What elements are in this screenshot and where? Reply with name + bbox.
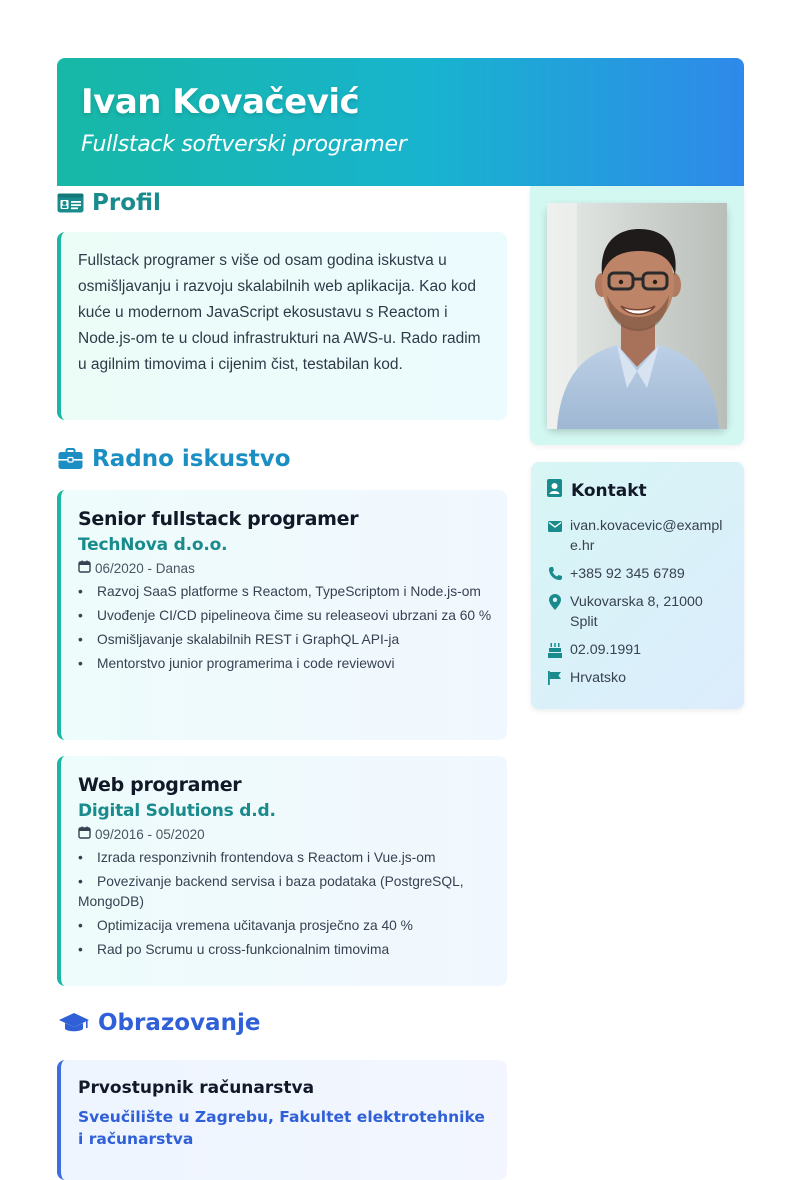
profile-section-title [57,186,507,220]
education-title-text: Obrazovanje [98,1010,261,1036]
education-section-title [57,1006,507,1040]
main-column [57,186,507,1180]
calendar-icon [78,560,91,576]
person-role: Fullstack softverski programer [81,132,407,157]
profile-photo [547,203,727,429]
job-date-text: 06/2020 - Danas [95,560,195,576]
contact-card [531,462,744,709]
contact-phone-text: +385 92 345 6789 [570,566,685,582]
profile-text: Fullstack programer s više od osam godina iskustva u osmišljavanju i razvoju skalabilnih web aplikacija. Kao kod kuće u modernom JavaScript ekosustavu s Reactom i Node.js-om te u cloud infrastrukturi na AWS-u. Rado radim u agilnim timovima i cijenim čist, testabilan kod. [78,252,481,373]
calendar-icon [78,826,91,842]
job-date [78,826,493,842]
phone-icon [547,564,562,584]
contact-phone[interactable] [547,564,728,584]
birthday-cake-icon [547,640,562,660]
job-bullets [78,582,493,674]
profile-title-text: Profil [92,190,161,216]
job-company: Digital Solutions d.d. [78,801,276,821]
person-name: Ivan Kovačević [81,82,360,122]
contact-title [547,479,728,502]
address-book-icon [547,479,563,502]
education-degree: Prvostupnik računarstva [78,1078,315,1098]
job-bullets [78,848,493,960]
briefcase-icon [57,448,84,470]
id-card-icon [57,192,84,214]
job-date-text: 09/2016 - 05/2020 [95,826,205,842]
education-card [57,1060,507,1180]
contact-nationality [547,668,728,688]
contact-birthdate [547,640,728,660]
graduation-cap-icon [57,1012,90,1034]
list-item: • Izrada responzivnih frontendova s Reactom i Vue.js-om [78,850,436,865]
experience-title-text: Radno iskustvo [92,446,291,472]
job-title: Web programer [78,774,242,796]
experience-section-title [57,442,507,476]
contact-birthdate-text: 02.09.1991 [570,642,642,658]
list-item: • Optimizacija vremena učitavanja prosječno za 40 % [78,918,413,933]
contact-list [547,516,728,688]
map-pin-icon [547,592,562,612]
job-company: TechNova d.o.o. [78,535,228,555]
list-item: • Osmišljavanje skalabilnih REST i GraphQL API-ja [78,632,400,647]
cv-header [57,58,744,186]
contact-email-text: ivan.kovacevic@example.hr [570,518,723,554]
list-item: • Razvoj SaaS platforme s Reactom, TypeScriptom i Node.js-om [78,584,481,599]
flag-icon [547,668,562,688]
photo-frame [530,186,744,445]
list-item: • Rad po Scrumu u cross-funkcionalnim timovima [78,942,390,957]
education-school: Sveučilište u Zagrebu, Fakultet elektrotehnike i računarstva [78,1108,485,1148]
list-item: • Mentorstvo junior programerima i code reviewovi [78,656,395,671]
list-item: • Povezivanje backend servisa i baza podataka (PostgreSQL, MongoDB) [78,874,464,909]
list-item: • Uvođenje CI/CD pipelineova čime su releaseovi ubrzani za 60 % [78,608,492,623]
job-card [57,490,507,740]
envelope-icon [547,516,562,536]
contact-address [547,592,728,632]
contact-title-text: Kontakt [571,480,647,501]
contact-nationality-text: Hrvatsko [570,670,626,686]
job-title: Senior fullstack programer [78,508,359,530]
job-card [57,756,507,986]
contact-email[interactable] [547,516,728,556]
profile-card [57,232,507,420]
job-date [78,560,493,576]
contact-address-text: Vukovarska 8, 21000 Split [570,594,703,630]
